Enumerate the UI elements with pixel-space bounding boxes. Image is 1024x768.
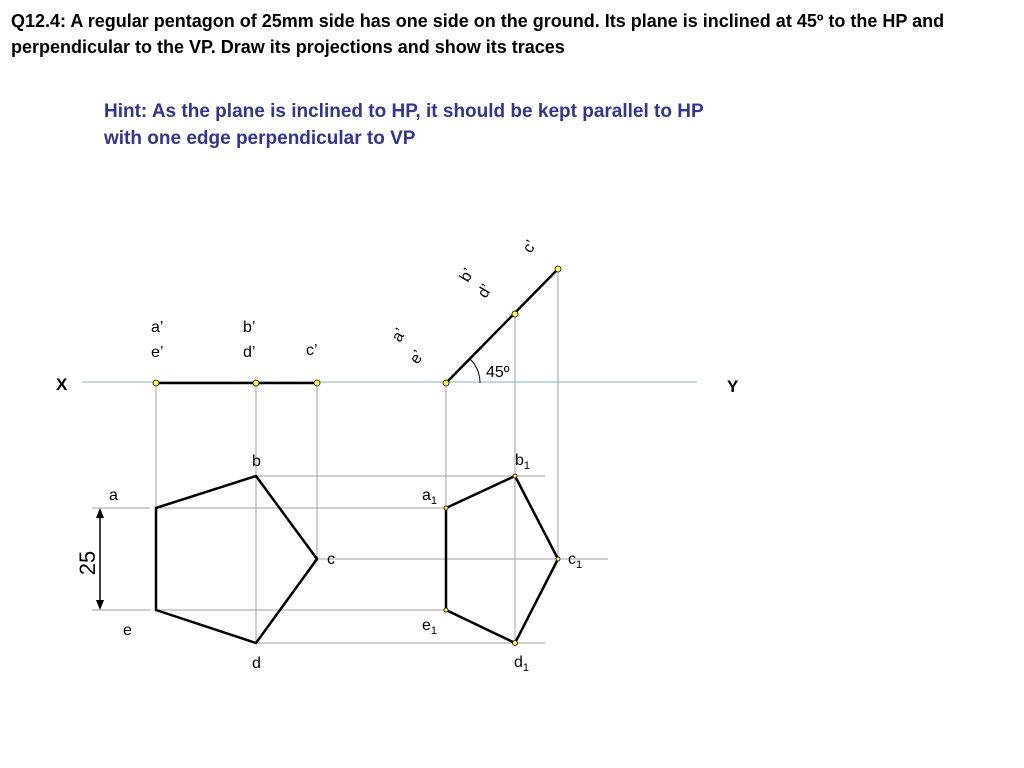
- vertex-point: [513, 641, 518, 646]
- label-a-prime-2: a’: [388, 325, 410, 345]
- label-e1: $e_1$: [422, 617, 438, 637]
- label-a1: $a_1$: [422, 487, 438, 507]
- question-text: Q12.4: A regular pentagon of 25mm side has one side on the ground. Its plane is inclined at 45º to the HP and perpendicular to the VP. Draw its projections and show its traces: [11, 11, 945, 57]
- label-b-prime: b’: [243, 319, 256, 336]
- dimension-25: [75, 508, 150, 610]
- label-e-prime-2: e’: [406, 347, 428, 367]
- label-a-prime: a’: [151, 319, 164, 336]
- label-e-prime: e’: [151, 344, 164, 361]
- label-b-prime-2: b’: [456, 265, 478, 285]
- label-b1: $b_1$: [515, 452, 531, 472]
- vertex-point: [444, 506, 448, 510]
- vertex-point: [253, 380, 259, 386]
- label-d-prime-2: d’: [474, 281, 496, 301]
- vertex-point: [513, 474, 517, 478]
- hint-text: Hint: As the plane is inclined to HP, it should be kept parallel to HP with one edge perpendicular to VP: [104, 101, 704, 149]
- vertex-point: [556, 557, 560, 561]
- vertex-point: [555, 266, 561, 272]
- projector-lines: [156, 269, 608, 645]
- vertex-point: [444, 608, 448, 612]
- y-axis-label: Y: [727, 377, 739, 396]
- label-d: d: [252, 655, 261, 672]
- label-a: a: [109, 487, 118, 504]
- dimension-label: 25: [75, 550, 100, 576]
- label-d1: $d_1$: [514, 654, 530, 674]
- label-c1: $c_1$: [568, 551, 583, 571]
- angle-arc: [470, 359, 480, 383]
- vertex-point: [443, 380, 449, 386]
- label-d-prime: d’: [243, 344, 256, 361]
- top-view-1-pentagon: [156, 476, 317, 643]
- label-c: c: [327, 551, 335, 568]
- label-c-prime: c’: [306, 342, 318, 359]
- label-c-prime-2: c’: [519, 237, 541, 256]
- angle-label: 45º: [486, 364, 510, 381]
- vertex-point: [314, 380, 320, 386]
- vertex-point: [153, 380, 159, 386]
- label-b: b: [252, 453, 261, 470]
- label-e: e: [123, 622, 132, 639]
- x-axis-label: X: [56, 375, 68, 394]
- vertex-point: [512, 311, 518, 317]
